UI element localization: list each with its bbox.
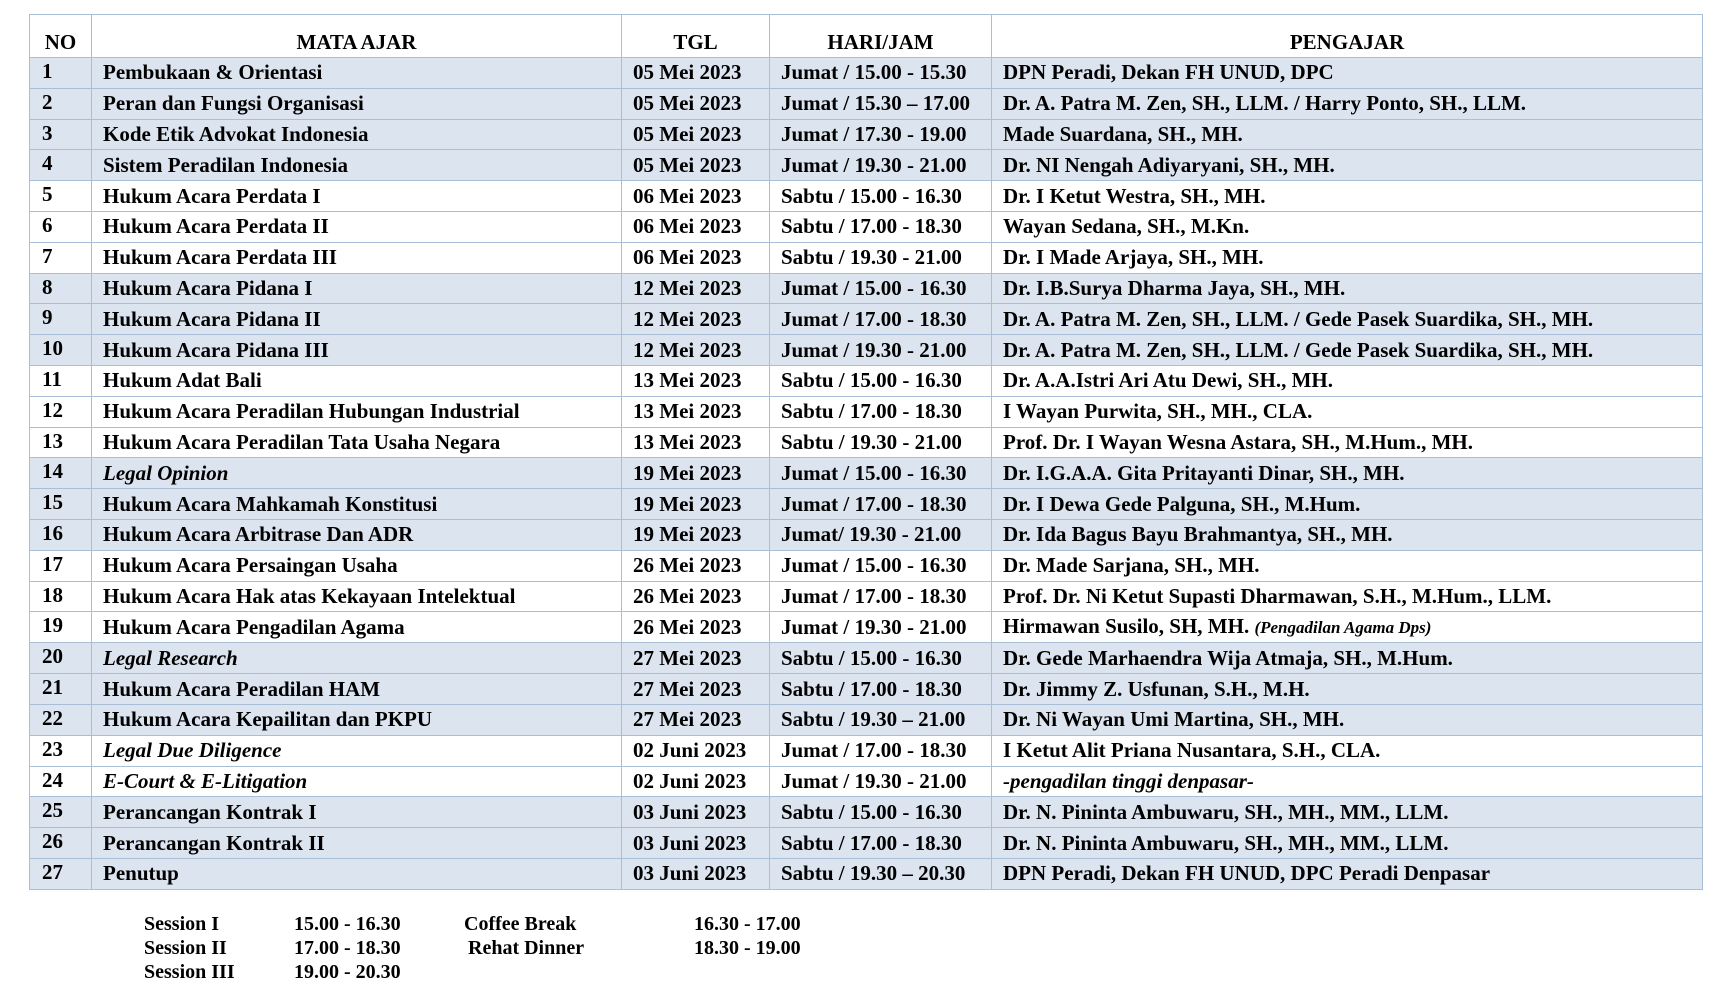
row-teacher: [992, 581, 1703, 612]
teacher-name: -pengadilan tinggi denpasar-: [1003, 768, 1254, 793]
table-row: [30, 766, 1703, 797]
row-number: 3: [30, 119, 92, 150]
row-day-time: Jumat / 15.00 - 16.30: [770, 458, 992, 489]
row-teacher: [992, 519, 1703, 550]
table-row: [30, 828, 1703, 859]
row-date: 02 Juni 2023: [622, 766, 770, 797]
teacher-name: Dr. A.A.Istri Ari Atu Dewi, SH., MH.: [1003, 368, 1333, 393]
teacher-name: Dr. Jimmy Z. Usfunan, S.H., M.H.: [1003, 676, 1310, 701]
row-teacher: [992, 643, 1703, 674]
table-row: [30, 335, 1703, 366]
row-teacher: [992, 365, 1703, 396]
row-subject: Hukum Acara Pengadilan Agama: [92, 612, 622, 643]
table-row: [30, 581, 1703, 612]
row-day-time: Sabtu / 15.00 - 16.30: [770, 643, 992, 674]
session-time: 17.00 - 18.30: [294, 937, 401, 959]
teacher-name: Dr. I.G.A.A. Gita Pritayanti Dinar, SH., MH.: [1003, 460, 1405, 485]
row-teacher: [992, 550, 1703, 581]
row-day-time: Jumat / 17.30 - 19.00: [770, 119, 992, 150]
row-number: 8: [30, 273, 92, 304]
table-row: [30, 211, 1703, 242]
session-label: Session III: [144, 961, 235, 983]
row-number: 22: [30, 704, 92, 735]
row-day-time: Sabtu / 15.00 - 16.30: [770, 181, 992, 212]
teacher-name: I Ketut Alit Priana Nusantara, S.H., CLA.: [1003, 738, 1381, 763]
row-date: 05 Mei 2023: [622, 58, 770, 89]
row-number: 13: [30, 427, 92, 458]
row-teacher: [992, 427, 1703, 458]
table-row: [30, 396, 1703, 427]
row-date: 13 Mei 2023: [622, 396, 770, 427]
row-day-time: Sabtu / 19.30 - 21.00: [770, 242, 992, 273]
break-label: Rehat Dinner: [468, 937, 585, 959]
row-day-time: Sabtu / 19.30 - 21.00: [770, 427, 992, 458]
row-subject: Hukum Acara Peradilan HAM: [92, 674, 622, 705]
teacher-name: Dr. A. Patra M. Zen, SH., LLM. / Gede Pasek Suardika, SH., MH.: [1003, 306, 1594, 331]
break-label: Coffee Break: [464, 913, 577, 935]
row-teacher: [992, 304, 1703, 335]
table-row: [30, 58, 1703, 89]
row-subject: Legal Due Diligence: [92, 735, 622, 766]
row-day-time: Sabtu / 17.00 - 18.30: [770, 828, 992, 859]
header-day-time: HARI/JAM: [770, 15, 992, 58]
row-teacher: [992, 273, 1703, 304]
row-teacher: [992, 119, 1703, 150]
row-number: 6: [30, 211, 92, 242]
row-subject: Hukum Acara Peradilan Tata Usaha Negara: [92, 427, 622, 458]
row-date: 05 Mei 2023: [622, 88, 770, 119]
teacher-name: Wayan Sedana, SH., M.Kn.: [1003, 214, 1250, 239]
teacher-name: Dr. Made Sarjana, SH., MH.: [1003, 553, 1260, 578]
header-no: NO: [30, 15, 92, 58]
row-day-time: Jumat / 15.00 - 15.30: [770, 58, 992, 89]
teacher-name: Hirmawan Susilo, SH, MH.: [1003, 614, 1250, 639]
teacher-name: Dr. Ida Bagus Bayu Brahmantya, SH., MH.: [1003, 522, 1393, 547]
row-subject: Perancangan Kontrak II: [92, 828, 622, 859]
row-day-time: Jumat / 15.00 - 16.30: [770, 550, 992, 581]
row-date: 27 Mei 2023: [622, 643, 770, 674]
row-subject: Peran dan Fungsi Organisasi: [92, 88, 622, 119]
table-row: [30, 150, 1703, 181]
teacher-name: Dr. NI Nengah Adiyaryani, SH., MH.: [1003, 152, 1335, 177]
row-teacher: [992, 612, 1703, 643]
row-day-time: Jumat / 19.30 - 21.00: [770, 150, 992, 181]
teacher-name: Dr. I Ketut Westra, SH., MH.: [1003, 183, 1266, 208]
row-day-time: Sabtu / 17.00 - 18.30: [770, 211, 992, 242]
row-teacher: [992, 58, 1703, 89]
row-subject: Legal Research: [92, 643, 622, 674]
row-number: 4: [30, 150, 92, 181]
teacher-name: Dr. I Made Arjaya, SH., MH.: [1003, 245, 1264, 270]
row-date: 03 Juni 2023: [622, 828, 770, 859]
row-date: 12 Mei 2023: [622, 273, 770, 304]
row-day-time: Sabtu / 15.00 - 16.30: [770, 797, 992, 828]
row-date: 12 Mei 2023: [622, 335, 770, 366]
teacher-name: Dr. Ni Wayan Umi Martina, SH., MH.: [1003, 707, 1345, 732]
row-number: 10: [30, 335, 92, 366]
table-row: [30, 273, 1703, 304]
table-row: [30, 735, 1703, 766]
teacher-name: Dr. N. Pininta Ambuwaru, SH., MH., MM., LLM.: [1003, 830, 1449, 855]
row-number: 18: [30, 581, 92, 612]
row-number: 25: [30, 797, 92, 828]
row-number: 11: [30, 365, 92, 396]
teacher-note: (Pengadilan Agama Dps): [1254, 618, 1432, 638]
row-subject: Hukum Acara Kepailitan dan PKPU: [92, 704, 622, 735]
row-subject: Hukum Acara Hak atas Kekayaan Intelektual: [92, 581, 622, 612]
row-subject: Hukum Acara Pidana II: [92, 304, 622, 335]
row-number: 5: [30, 181, 92, 212]
row-teacher: [992, 704, 1703, 735]
teacher-name: Dr. A. Patra M. Zen, SH., LLM. / Harry Ponto, SH., LLM.: [1003, 91, 1527, 116]
teacher-name: Dr. I.B.Surya Dharma Jaya, SH., MH.: [1003, 275, 1346, 300]
row-day-time: Sabtu / 19.30 – 21.00: [770, 704, 992, 735]
row-teacher: [992, 396, 1703, 427]
row-subject: Hukum Acara Pidana I: [92, 273, 622, 304]
table-row: [30, 119, 1703, 150]
row-number: 27: [30, 858, 92, 889]
row-teacher: [992, 797, 1703, 828]
schedule-table: [29, 14, 1703, 890]
row-subject: Hukum Acara Perdata I: [92, 181, 622, 212]
row-subject: Hukum Acara Mahkamah Konstitusi: [92, 489, 622, 520]
row-day-time: Sabtu / 19.30 – 20.30: [770, 858, 992, 889]
row-day-time: Sabtu / 15.00 - 16.30: [770, 365, 992, 396]
row-number: 7: [30, 242, 92, 273]
row-number: 16: [30, 519, 92, 550]
row-teacher: [992, 674, 1703, 705]
table-row: [30, 643, 1703, 674]
table-row: [30, 612, 1703, 643]
row-number: 26: [30, 828, 92, 859]
row-date: 26 Mei 2023: [622, 612, 770, 643]
teacher-name: DPN Peradi, Dekan FH UNUD, DPC Peradi Denpasar: [1003, 861, 1491, 886]
header-date: TGL: [622, 15, 770, 58]
row-subject: Sistem Peradilan Indonesia: [92, 150, 622, 181]
row-teacher: [992, 211, 1703, 242]
row-date: 03 Juni 2023: [622, 797, 770, 828]
row-date: 13 Mei 2023: [622, 365, 770, 396]
row-subject: Hukum Acara Pidana III: [92, 335, 622, 366]
table-row: [30, 365, 1703, 396]
row-teacher: [992, 150, 1703, 181]
row-teacher: [992, 828, 1703, 859]
row-teacher: [992, 735, 1703, 766]
row-date: 13 Mei 2023: [622, 427, 770, 458]
row-number: 15: [30, 489, 92, 520]
teacher-name: Dr. Gede Marhaendra Wija Atmaja, SH., M.Hum.: [1003, 645, 1453, 670]
table-row: [30, 858, 1703, 889]
table-row: [30, 427, 1703, 458]
session-legend: [144, 913, 844, 985]
row-teacher: [992, 489, 1703, 520]
row-date: 26 Mei 2023: [622, 550, 770, 581]
row-day-time: Jumat / 19.30 - 21.00: [770, 335, 992, 366]
row-subject: Hukum Acara Persaingan Usaha: [92, 550, 622, 581]
row-date: 06 Mei 2023: [622, 211, 770, 242]
teacher-name: Prof. Dr. Ni Ketut Supasti Dharmawan, S.H., M.Hum., LLM.: [1003, 583, 1552, 608]
row-number: 19: [30, 612, 92, 643]
row-subject: Legal Opinion: [92, 458, 622, 489]
row-subject: Hukum Adat Bali: [92, 365, 622, 396]
table-row: [30, 242, 1703, 273]
row-date: 06 Mei 2023: [622, 181, 770, 212]
row-day-time: Jumat / 17.00 - 18.30: [770, 581, 992, 612]
row-subject: Hukum Acara Peradilan Hubungan Industrial: [92, 396, 622, 427]
session-label: Session I: [144, 913, 220, 935]
header-subject: MATA AJAR: [92, 15, 622, 58]
row-number: 12: [30, 396, 92, 427]
row-date: 27 Mei 2023: [622, 704, 770, 735]
row-day-time: Jumat / 17.00 - 18.30: [770, 489, 992, 520]
teacher-name: Dr. A. Patra M. Zen, SH., LLM. / Gede Pasek Suardika, SH., MH.: [1003, 337, 1594, 362]
session-time: 19.00 - 20.30: [294, 961, 401, 983]
row-subject: Pembukaan & Orientasi: [92, 58, 622, 89]
row-teacher: [992, 858, 1703, 889]
table-row: [30, 797, 1703, 828]
table-row: [30, 489, 1703, 520]
row-day-time: Jumat/ 19.30 - 21.00: [770, 519, 992, 550]
row-date: 05 Mei 2023: [622, 150, 770, 181]
row-number: 2: [30, 88, 92, 119]
row-day-time: Jumat / 19.30 - 21.00: [770, 612, 992, 643]
row-teacher: [992, 88, 1703, 119]
row-date: 27 Mei 2023: [622, 674, 770, 705]
row-date: 19 Mei 2023: [622, 519, 770, 550]
row-day-time: Jumat / 19.30 - 21.00: [770, 766, 992, 797]
row-subject: E-Court & E-Litigation: [92, 766, 622, 797]
row-number: 23: [30, 735, 92, 766]
row-teacher: [992, 766, 1703, 797]
session-time: 15.00 - 16.30: [294, 913, 401, 935]
table-row: [30, 519, 1703, 550]
table-row: [30, 181, 1703, 212]
row-teacher: [992, 181, 1703, 212]
row-day-time: Sabtu / 17.00 - 18.30: [770, 396, 992, 427]
table-row: [30, 550, 1703, 581]
row-date: 12 Mei 2023: [622, 304, 770, 335]
row-number: 17: [30, 550, 92, 581]
table-header-row: [30, 15, 1703, 58]
teacher-name: I Wayan Purwita, SH., MH., CLA.: [1003, 399, 1313, 424]
row-subject: Kode Etik Advokat Indonesia: [92, 119, 622, 150]
header-teacher: PENGAJAR: [992, 15, 1703, 58]
row-number: 20: [30, 643, 92, 674]
teacher-name: Prof. Dr. I Wayan Wesna Astara, SH., M.Hum., MH.: [1003, 429, 1474, 454]
session-label: Session II: [144, 937, 227, 959]
row-subject: Perancangan Kontrak I: [92, 797, 622, 828]
row-number: 14: [30, 458, 92, 489]
break-time: 16.30 - 17.00: [694, 913, 801, 935]
teacher-name: Dr. I Dewa Gede Palguna, SH., M.Hum.: [1003, 491, 1361, 516]
row-date: 19 Mei 2023: [622, 458, 770, 489]
row-day-time: Jumat / 17.00 - 18.30: [770, 304, 992, 335]
row-subject: Penutup: [92, 858, 622, 889]
row-date: 02 Juni 2023: [622, 735, 770, 766]
row-date: 06 Mei 2023: [622, 242, 770, 273]
row-number: 21: [30, 674, 92, 705]
row-date: 26 Mei 2023: [622, 581, 770, 612]
row-subject: Hukum Acara Perdata III: [92, 242, 622, 273]
schedule-body: [30, 58, 1703, 890]
row-subject: Hukum Acara Perdata II: [92, 211, 622, 242]
row-teacher: [992, 242, 1703, 273]
teacher-name: Dr. N. Pininta Ambuwaru, SH., MH., MM., LLM.: [1003, 799, 1449, 824]
teacher-name: DPN Peradi, Dekan FH UNUD, DPC: [1003, 60, 1334, 85]
row-day-time: Jumat / 17.00 - 18.30: [770, 735, 992, 766]
row-number: 1: [30, 58, 92, 89]
table-row: [30, 88, 1703, 119]
teacher-name: Made Suardana, SH., MH.: [1003, 121, 1243, 146]
break-time: 18.30 - 19.00: [694, 937, 801, 959]
row-day-time: Sabtu / 17.00 - 18.30: [770, 674, 992, 705]
table-row: [30, 458, 1703, 489]
row-date: 03 Juni 2023: [622, 858, 770, 889]
row-subject: Hukum Acara Arbitrase Dan ADR: [92, 519, 622, 550]
row-date: 19 Mei 2023: [622, 489, 770, 520]
table-row: [30, 674, 1703, 705]
table-row: [30, 704, 1703, 735]
row-number: 24: [30, 766, 92, 797]
row-date: 05 Mei 2023: [622, 119, 770, 150]
row-number: 9: [30, 304, 92, 335]
table-row: [30, 304, 1703, 335]
row-day-time: Jumat / 15.30 – 17.00: [770, 88, 992, 119]
row-day-time: Jumat / 15.00 - 16.30: [770, 273, 992, 304]
row-teacher: [992, 335, 1703, 366]
row-teacher: [992, 458, 1703, 489]
